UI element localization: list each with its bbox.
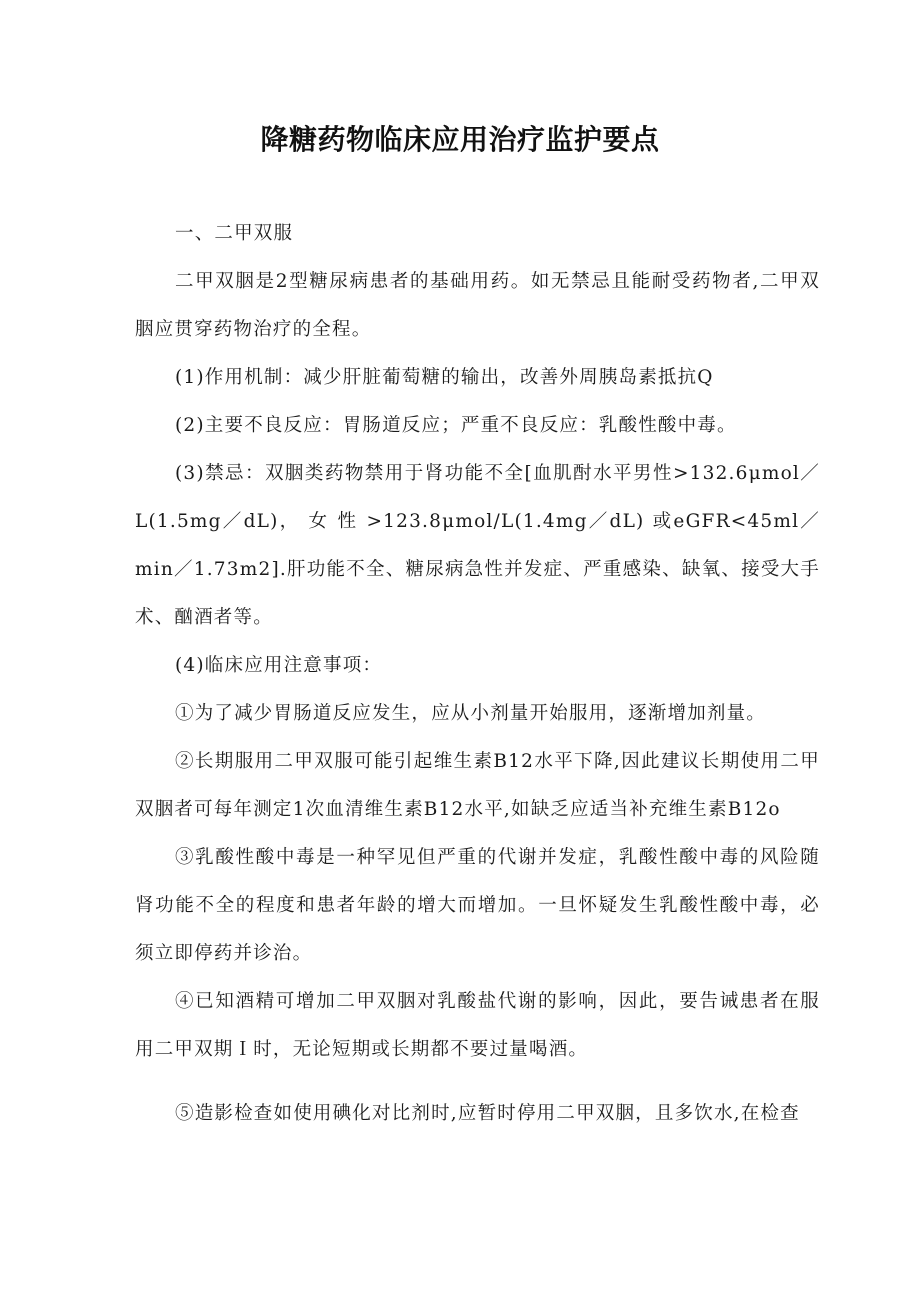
- paragraph-mechanism: (1)作用机制：减少肝脏葡萄糖的输出，改善外周胰岛素抵抗Q: [175, 367, 714, 388]
- paragraph-adverse-reactions: (2)主要不良反应：胃肠道反应；严重不良反应：乳酸性酸中毒。: [175, 415, 737, 436]
- document-title: 降糖药物临床应用治疗监护要点: [260, 123, 660, 156]
- section-heading: 一、二甲双服: [175, 223, 294, 244]
- paragraph-contraindications: (3)禁忌：双胭类药物禁用于肾功能不全[血肌酎水平男性>132.6μmol／L(1.5mg／dL)， 女 性 >123.8μmol/L(1.4mg／dL) 或eGFR<45ml／min／1.73m2].肝功能不全、糖尿病急性并发症、严重感染、缺氧、接受大手术、酗酒者等。: [135, 463, 820, 628]
- paragraph-intro: 二甲双胭是2型糖尿病患者的基础用药。如无禁忌且能耐受药物者,二甲双胭应贯穿药物治疗的全程。: [135, 271, 820, 340]
- document-body: [135, 210, 820, 1138]
- paragraph-precaution-1: ①为了减少胃肠道反应发生，应从小剂量开始服用，逐渐增加剂量。: [175, 703, 767, 724]
- paragraph-precaution-2: ②长期服用二甲双服可能引起维生素B12水平下降,因此建议长期使用二甲双胭者可每年测定1次血清维生素B12水平,如缺乏应适当补充维生素B12o: [135, 751, 820, 820]
- paragraph-precaution-5: ⑤造影检查如使用碘化对比剂时,应暂时停用二甲双胭，且多饮水,在检查: [175, 1103, 800, 1124]
- paragraph-precautions-heading: (4)临床应用注意事项：: [175, 655, 383, 676]
- paragraph-precaution-3: ③乳酸性酸中毒是一种罕见但严重的代谢并发症，乳酸性酸中毒的风险随肾功能不全的程度和患者年龄的增大而增加。一旦怀疑发生乳酸性酸中毒，必须立即停药并诊治。: [135, 847, 820, 964]
- paragraph-precaution-4: ④已知酒精可增加二甲双胭对乳酸盐代谢的影响，因此，要告诫患者在服用二甲双期Ｉ时，无论短期或长期都不要过量喝酒。: [135, 991, 820, 1060]
